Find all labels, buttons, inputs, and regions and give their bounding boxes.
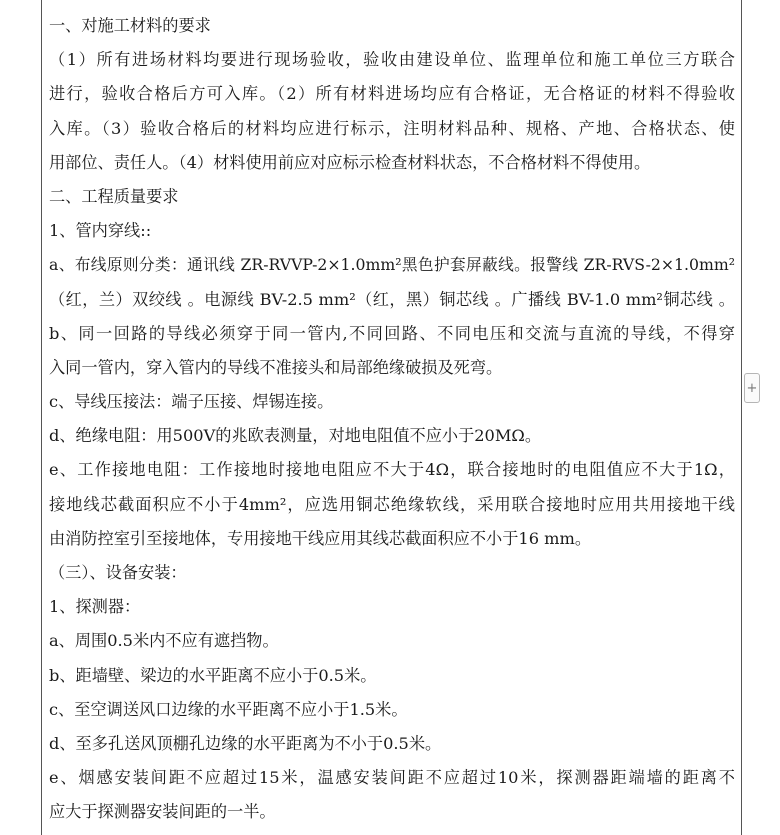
paragraph-line: 接地线芯截面积应不小于4mm²，应选用铜芯绝缘软线，采用联合接地时应用共用接地干线 — [49, 494, 735, 514]
subheading-wiring: 1、管内穿线:: — [49, 221, 152, 241]
section-heading-materials: 一、对施工材料的要求 — [49, 16, 211, 35]
plus-icon: + — [746, 380, 758, 396]
paragraph-line: e、烟感安装间距不应超过15米，温感安装间距不应超过10米，探测器距端墙的距离不 — [49, 768, 735, 788]
paragraph-line: e、工作接地电阻：工作接地时接地电阻应不大于4Ω，联合接地时的电阻值应不大于1Ω， — [49, 460, 735, 480]
paragraph-line: c、至空调送风口边缘的水平距离不应小于1.5米。 — [49, 699, 408, 719]
paragraph-line: d、至多孔送风顶棚孔边缘的水平距离为不小于0.5米。 — [49, 733, 442, 753]
paragraph-line: （红，兰）双绞线 。电源线 BV-2.5 mm²（红，黑）铜芯线 。广播线 BV-1.0 mm²铜芯线 。 — [49, 289, 735, 309]
section-heading-quality: 二、工程质量要求 — [49, 186, 179, 206]
paragraph-line: 用部位、责任人。（4）材料使用前应对应标示检查材料状态，不合格材料不得使用。 — [49, 152, 651, 172]
subheading-detectors: 1、探测器： — [49, 597, 141, 617]
paragraph-line: b、距墙壁、梁边的水平距离不应小于0.5米。 — [49, 665, 377, 685]
paragraph-line: a、布线原则分类：通讯线 ZR-RVVP-2×1.0mm²黑色护套屏蔽线。报警线 ZR-RVS-2×1.0mm² — [49, 255, 735, 275]
paragraph-line: 由消防控室引至接地体，专用接地干线应用其线芯截面积应不小于16 mm。 — [49, 528, 592, 548]
section-heading-installation: （三）、设备安装： — [49, 563, 187, 582]
document-body — [49, 9, 735, 830]
paragraph-line: 入库。（3）验收合格后的材料均应进行标示，注明材料品种、规格、产地、合格状态、使 — [49, 118, 735, 138]
paragraph-line: 进行，验收合格后方可入库。（2）所有材料进场均应有合格证，无合格证的材料不得验收 — [49, 84, 735, 104]
document-page — [41, 0, 742, 835]
expand-button[interactable] — [744, 373, 760, 403]
paragraph-line: c、导线压接法：端子压接、焊锡连接。 — [49, 392, 334, 412]
paragraph-line: 入同一管内，穿入管内的导线不准接头和局部绝缘破损及死弯。 — [49, 357, 503, 377]
paragraph-line: （1）所有进场材料均要进行现场验收，验收由建设单位、监理单位和施工单位三方联合 — [49, 50, 735, 70]
paragraph-line: a、周围0.5米内不应有遮挡物。 — [49, 631, 279, 651]
paragraph-line: b、同一回路的导线必须穿于同一管内,不同回路、不同电压和交流与直流的导线，不得穿 — [49, 323, 735, 343]
paragraph-line: 应大于探测器安装间距的一半。 — [49, 802, 276, 822]
paragraph-line: d、绝缘电阻：用500V的兆欧表测量，对地电阻值不应小于20MΩ。 — [49, 426, 542, 446]
